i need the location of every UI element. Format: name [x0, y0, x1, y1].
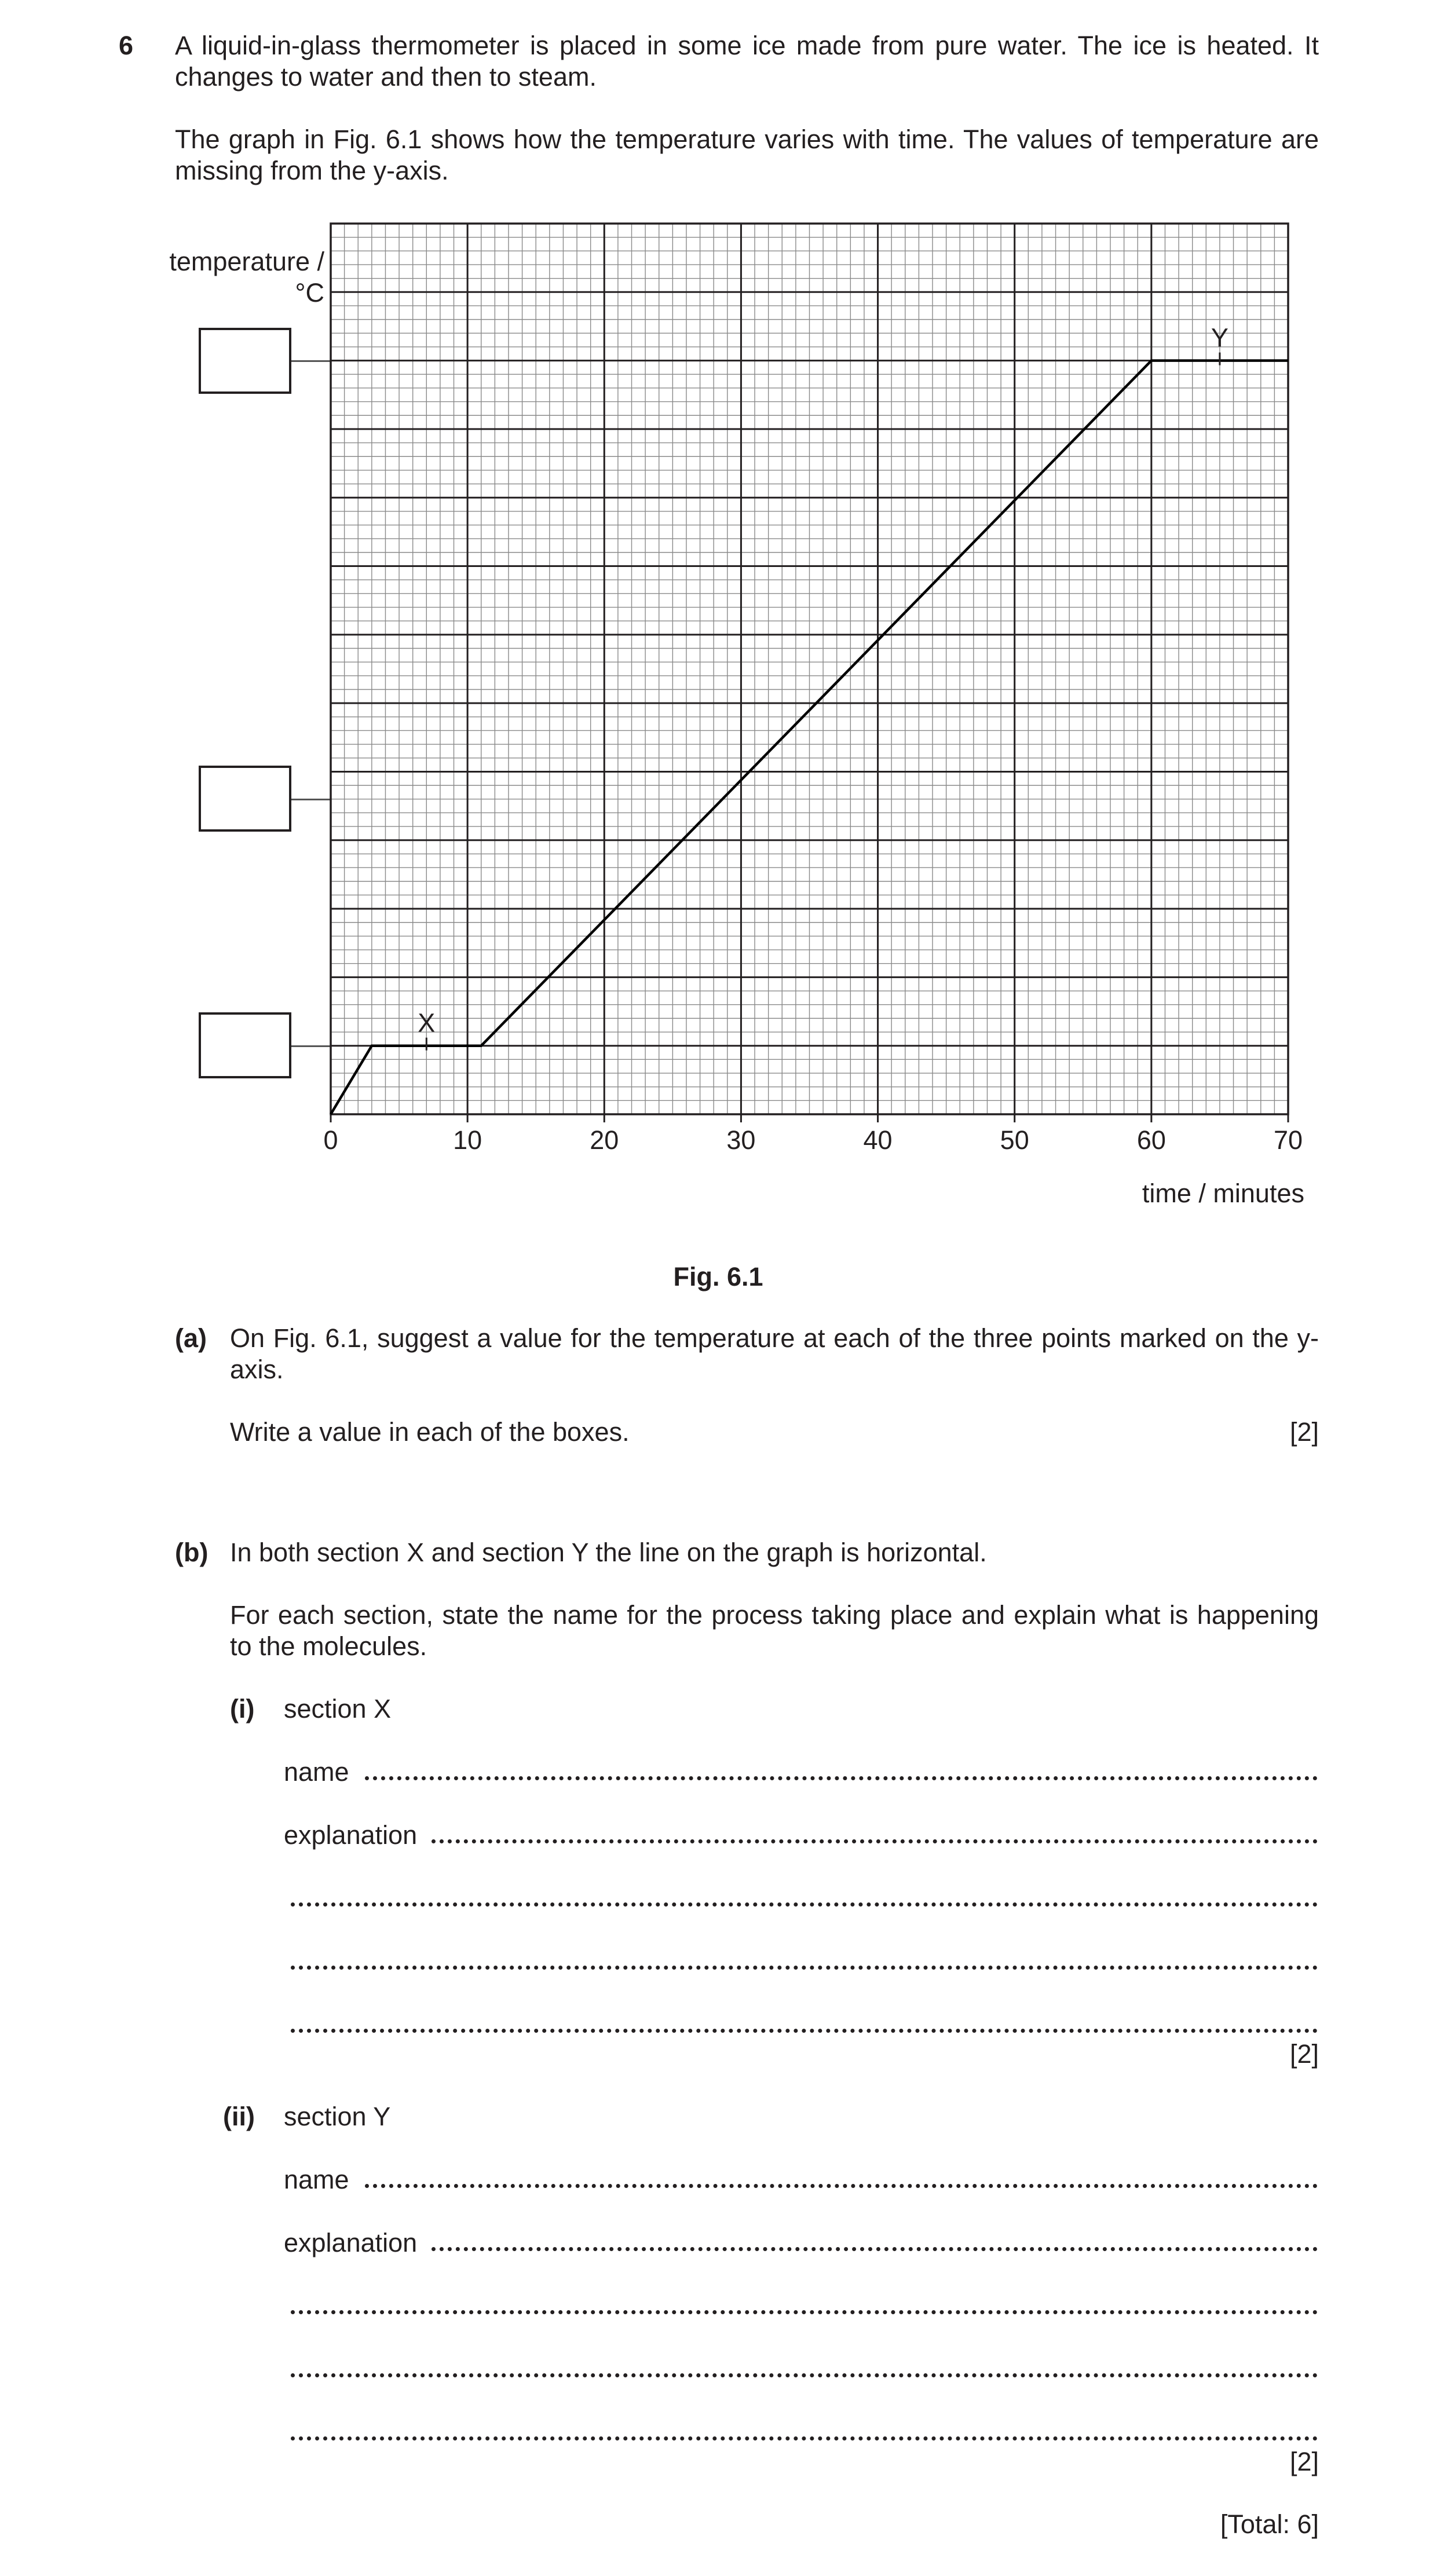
sub-ii-explanation-line[interactable]: [291, 2310, 1318, 2314]
part-b-label: (b): [175, 1538, 209, 1567]
x-tick-label: 40: [863, 1125, 893, 1155]
x-axis-label: time / minutes: [1142, 1179, 1304, 1208]
sub-ii-explanation-line[interactable]: [291, 2436, 1318, 2440]
x-tick-label: 70: [1273, 1125, 1303, 1155]
x-tick-label: 60: [1136, 1125, 1166, 1155]
sub-ii-explanation-line[interactable]: [432, 2247, 1318, 2251]
question-number: 6: [119, 31, 134, 60]
sub-i-name-answer-line[interactable]: [365, 1776, 1318, 1780]
figure-caption: Fig. 6.1: [673, 1262, 763, 1291]
sub-i-marks: [2]: [1289, 2039, 1319, 2069]
sub-i-name-label: name: [284, 1757, 349, 1787]
x-tick-labels: [323, 1114, 1303, 1155]
x-tick-label: 10: [453, 1125, 482, 1155]
part-a-instruction: Write a value in each of the boxes.: [230, 1417, 630, 1447]
grid-minor: [331, 224, 1288, 1114]
sub-i-explanation-line[interactable]: [291, 2029, 1318, 2033]
sub-ii-label: (ii): [223, 2102, 255, 2131]
x-tick-label: 20: [590, 1125, 619, 1155]
x-tick-label: 50: [1000, 1125, 1029, 1155]
section-label-x: X: [418, 1008, 436, 1038]
sub-i-explanation-line[interactable]: [291, 1966, 1318, 1970]
sub-i-label: (i): [230, 1694, 255, 1724]
part-a-text: On Fig. 6.1, suggest a value for the temperature at each of the three points marked on the y-axis.: [230, 1323, 1319, 1384]
sub-ii-explanation-label: explanation: [284, 2228, 418, 2257]
sub-i-explanation-line[interactable]: [432, 1839, 1318, 1843]
x-tick-label: 30: [726, 1125, 756, 1155]
part-a-label: (a): [175, 1323, 207, 1353]
sub-ii-name-answer-line[interactable]: [365, 2184, 1318, 2188]
sub-ii-title: section Y: [284, 2102, 391, 2131]
sub-i-explanation-label: explanation: [284, 1820, 418, 1850]
sub-ii-name-label: name: [284, 2165, 349, 2194]
sub-ii-marks: [2]: [1289, 2447, 1319, 2476]
question-intro-2: The graph in Fig. 6.1 shows how the temperature varies with time. The values of temperature are missing from the y-axis.: [175, 125, 1319, 185]
sub-i-title: section X: [284, 1694, 392, 1724]
part-b-text: In both section X and section Y the line on the graph is horizontal.: [230, 1538, 987, 1567]
temperature-time-graph: [0, 0, 1437, 1245]
part-a-marks: [2]: [1289, 1417, 1319, 1447]
part-b-instruction: For each section, state the name for the process taking place and explain what is happening to the molecules.: [230, 1600, 1319, 1661]
sub-ii-explanation-line[interactable]: [291, 2373, 1318, 2377]
sub-i-explanation-line[interactable]: [291, 1902, 1318, 1907]
question-intro-1: A liquid-in-glass thermometer is placed in some ice made from pure water. The ice is heated. It changes to water and then to steam.: [175, 31, 1319, 92]
section-label-y: Y: [1211, 323, 1228, 353]
total-marks: [Total: 6]: [1220, 2509, 1319, 2539]
y-axis-label: temperature / °C: [169, 247, 324, 308]
x-tick-label: 0: [323, 1125, 338, 1155]
